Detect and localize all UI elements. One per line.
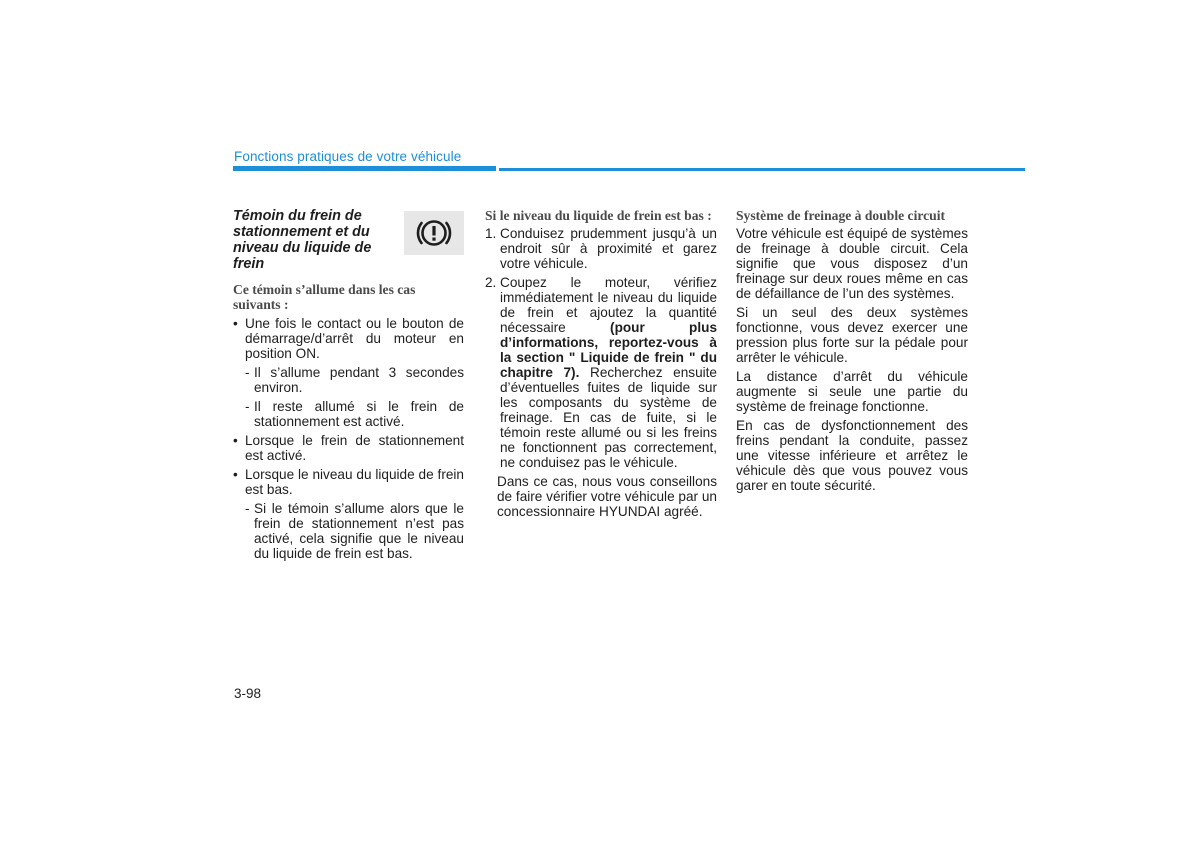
paragraph: Votre véhicule est équipé de systèmes de freinage à double circuit. Cela signifie que vous disposez d’un freinage sur deux roues même en cas de défaillance de l’un des systèmes. [736,226,968,301]
numbered-step [485,226,717,271]
bullet-item: • Une fois le contact ou le bouton de démarrage/d’arrêt du moteur en position ON. [233,316,464,361]
section-title: Témoin du frein de stationnement et du niveau du liquide de frein [233,208,372,272]
column-low-fluid [485,208,717,523]
step-text: Conduisez prudemment jusqu’à un endroit sûr à proximité et garez votre véhicule. [500,226,717,271]
paragraph: En cas de dysfonctionnement des freins pendant la conduite, passez une vitesse inférieure et arrêtez le véhicule dès que vous pouvez vous garer en toute sécurité. [736,418,968,493]
paragraph: Si un seul des deux systèmes fonctionne, vous devez exercer une pression plus forte sur la pédale pour arrêter le véhicule. [736,305,968,365]
section-heading: Système de freinage à double circuit [736,208,946,223]
bullet-item: • Lorsque le niveau du liquide de frein est bas. [233,467,464,497]
column-dual-circuit [736,208,968,497]
step-number: 2. [485,275,497,290]
sub-item: - Il reste allumé si le frein de stationnement est activé. [233,399,464,429]
chapter-title: Fonctions pratiques de votre véhicule [234,149,462,164]
step-number: 1. [485,226,497,241]
closing-paragraph: Dans ce cas, nous vous conseillons de faire vérifier votre véhicule par un concessionnaire HYUNDAI agréé. [497,474,717,519]
header-rule [499,168,1025,171]
section-subheading: Ce témoin s’allume dans les cas suivants : [233,282,416,312]
column-parking-brake [233,208,464,565]
bullet-item: • Lorsque le frein de stationnement est activé. [233,433,464,463]
sub-item: - Il s’allume pendant 3 secondes environ. [233,365,464,395]
numbered-step [485,275,717,470]
step-text: Coupez le moteur, vérifiez immédiatement le niveau du liquide de frein et ajoutez la quantité nécessaire [500,275,717,335]
sub-item: - Si le témoin s’allume alors que le frein de stationnement n’est pas activé, cela signifie que le niveau du liquide de frein est bas. [233,501,464,561]
step-reference: (pour plus d’informations, reportez-vous à la section " Liquide de frein " du chapitre 7). [500,320,718,380]
header-accent-bar [233,166,496,171]
page-number: 3-98 [234,686,262,701]
paragraph: La distance d’arrêt du véhicule augmente si seule une partie du système de freinage fonctionne. [736,369,968,414]
step-text-continued: Recherchez ensuite d’éventuelles fuites de liquide sur les composants du système de freinage. En cas de fuite, si le témoin reste allumé ou si les freins ne fonctionnent pas correctement, ne conduisez pas le véhicule. [500,365,717,470]
section-heading: Si le niveau du liquide de frein est bas : [485,208,712,223]
